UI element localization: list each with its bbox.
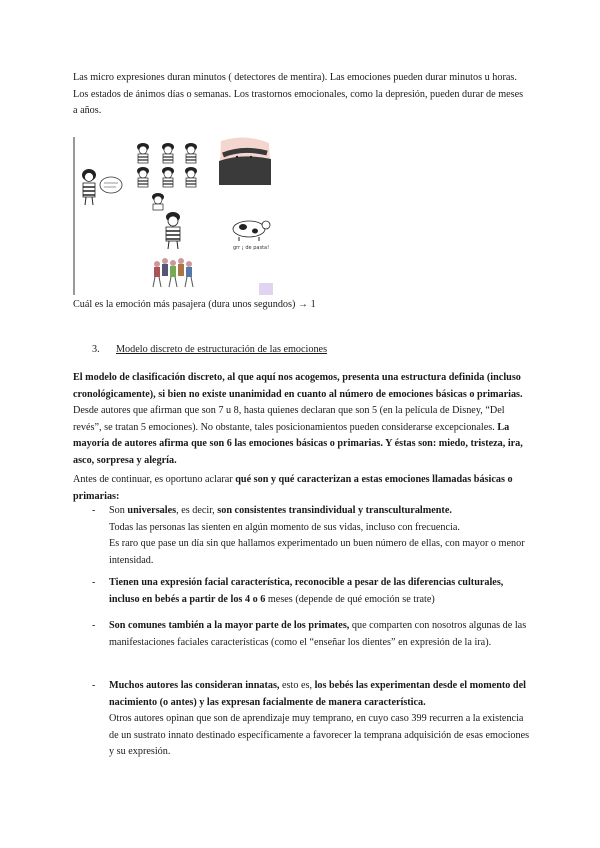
bullet-bold: son consistentes transindividual y transculturalmente.	[217, 505, 452, 516]
bullet-text: Todas las personas las sienten en algún momento de sus vidas, incluso con frecuencia.	[109, 521, 460, 533]
bullet-body	[109, 503, 532, 569]
figure-caption: Cuál es la emoción más pasajera (dura unos segundos) → 1	[73, 299, 316, 310]
bullet-text: Son	[109, 505, 128, 516]
para1-bold-conclusion: La mayoría de autores afirma que son 6 las emociones básicas o primarias. Y éstas son: miedo, tristeza, ira, asco, sorpresa y alegría.	[73, 421, 523, 466]
animal-with-sign	[233, 221, 270, 251]
bullet-text: que comparten con nosotros algunas de las manifestaciones faciales características (como el “enseñar los dientes” en expresión de la ira).	[109, 620, 527, 648]
sign-text: grr ¡ de pasta!	[233, 245, 270, 251]
bullet-text: , es decir,	[176, 505, 218, 516]
bullet-dash: -	[92, 577, 96, 588]
section-heading	[92, 342, 532, 359]
face-grid	[137, 143, 197, 210]
bullet-bold: universales	[127, 505, 177, 516]
bullet-body	[109, 618, 532, 651]
emotions-illustration	[73, 137, 275, 295]
classification-paragraph	[73, 370, 533, 469]
para2-normal: Antes de continuar, es oportuno aclarar	[73, 474, 236, 485]
para2-bold: qué son y qué caracterizan a estas emociones llamadas básicas o primarias:	[73, 474, 513, 502]
bullet-dash: -	[92, 505, 96, 516]
characteristics-intro	[73, 472, 533, 505]
bullet-bold: Son comunes también a la mayor parte de los primates,	[109, 620, 350, 631]
bullet-dash: -	[92, 620, 96, 631]
bullet-bold: los bebés las experimentan desde el momento del nacimiento (o antes) y las expresan facialmente de manera característica.	[109, 680, 526, 708]
bullet-text: Otros autores opinan que son de aprendizaje muy temprano, en cuyo caso 399 recurren a la existencia de un sustrato innato destinado específicamente a favorecer la temprana adquisición de esas emociones y su expresión.	[109, 713, 530, 757]
bullet-body	[109, 678, 532, 761]
character-speaking	[82, 169, 122, 205]
people-group	[153, 258, 193, 287]
large-face	[219, 137, 271, 185]
section-title: Modelo discreto de estructuración de las emociones	[116, 344, 328, 355]
para1-normal: Desde autores que afirman que son 7 u 8, hasta quienes declaran que son 5 (en la película de Disney, “Del revés”, se tratan 5 emociones). No obstante, tales posicionamientos pueden considerarse excepcionales.	[73, 405, 505, 433]
bullet-body	[109, 575, 532, 608]
bullet-text: Es raro que pase un día sin que hallamos experimentado un buen número de ellas, con mayor o menor intensidad.	[109, 538, 525, 566]
character-center	[166, 212, 180, 249]
bullet-bold: Muchos autores las consideran innatas,	[109, 680, 280, 691]
intro-paragraph: Las micro expresiones duran minutos ( detectores de mentira). Las emociones pueden durar minutos u horas. Los estados de ánimos días o semanas. Los trastornos emocionales, como la depresión, pueden durar de meses a años.	[73, 72, 524, 116]
bullet-text: meses (depende de qué emoción se trate)	[265, 593, 435, 605]
bullet-text: esto es,	[279, 680, 315, 691]
section-number: 3.	[92, 344, 100, 355]
bullet-bold: Tienen una expresión facial característica, reconocible a pesar de las diferencias culturales, incluso en bebés a partir de los 4 o 6	[109, 577, 504, 605]
bullet-dash: -	[92, 680, 96, 691]
para1-bold-intro: El modelo de clasificación discreto, al que aquí nos acogemos, presenta una estructura definida (incluso cronológicamente), si bien no existe unanimidad en cuanto al número de emociones básicas o primarias.	[73, 372, 523, 400]
